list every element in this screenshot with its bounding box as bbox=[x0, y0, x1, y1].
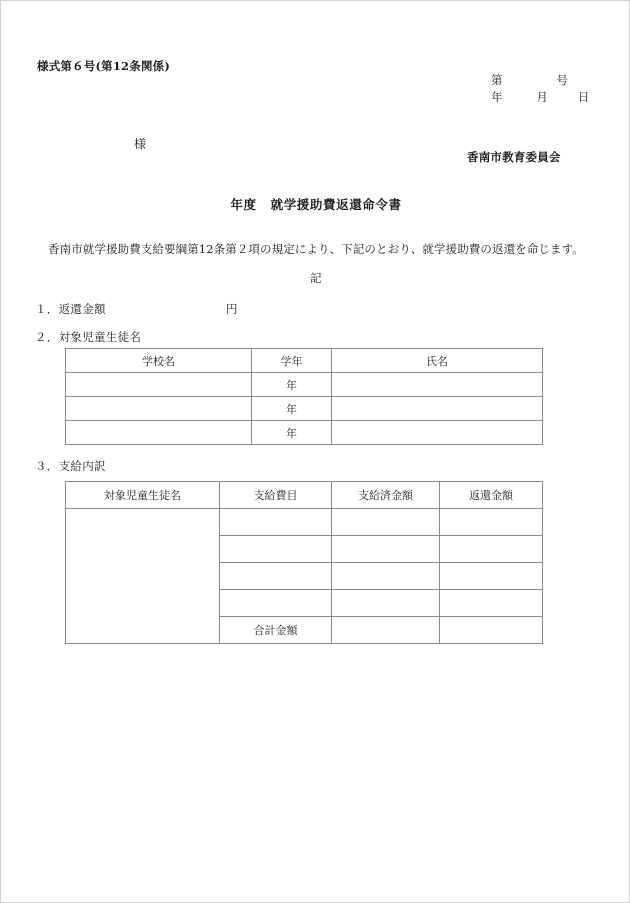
cell-total-label: 合計金額 bbox=[220, 617, 332, 644]
date-month-label: 月 bbox=[536, 90, 549, 104]
breakdown-table bbox=[65, 481, 543, 644]
column-header-paid-amount: 支給済金額 bbox=[332, 482, 440, 509]
table-row bbox=[66, 373, 543, 397]
date-year-label: 年 bbox=[491, 90, 503, 104]
cell-school[interactable] bbox=[66, 397, 252, 421]
cell-expense-item[interactable] bbox=[220, 536, 332, 563]
item-1-unit: 円 bbox=[226, 302, 238, 316]
column-header-return-amount: 返還金額 bbox=[440, 482, 543, 509]
cell-grade[interactable]: 年 bbox=[252, 373, 332, 397]
cell-name[interactable] bbox=[332, 373, 543, 397]
table-header-row bbox=[66, 482, 543, 509]
cell-paid-amount[interactable] bbox=[332, 536, 440, 563]
table-row bbox=[66, 397, 543, 421]
column-header-target-student: 対象児童生徒名 bbox=[66, 482, 220, 509]
cell-name[interactable] bbox=[332, 421, 543, 445]
cell-expense-item[interactable] bbox=[220, 509, 332, 536]
cell-paid-amount[interactable] bbox=[332, 563, 440, 590]
form-number: 様式第６号(第12条関係) bbox=[37, 59, 170, 73]
title-main: 就学援助費返還命令書 bbox=[270, 197, 402, 212]
cell-return-amount[interactable] bbox=[440, 509, 543, 536]
cell-total-paid-amount[interactable] bbox=[332, 617, 440, 644]
table-row bbox=[66, 421, 543, 445]
document-body bbox=[1, 1, 630, 903]
title-fiscal-year: 年度 bbox=[230, 197, 257, 212]
document-number-line bbox=[491, 73, 568, 87]
column-header-name: 氏名 bbox=[332, 349, 543, 373]
body-paragraph: 香南市就学援助費支給要綱第12条第２項の規定により、下記のとおり、就学援助費の返還を命じます。 bbox=[48, 242, 584, 256]
issuer-name: 香南市教育委員会 bbox=[467, 150, 561, 164]
cell-expense-item[interactable] bbox=[220, 563, 332, 590]
cell-school[interactable] bbox=[66, 421, 252, 445]
cell-return-amount[interactable] bbox=[440, 563, 543, 590]
document-date-line bbox=[491, 90, 590, 104]
document-number-prefix: 第 bbox=[491, 73, 503, 87]
cell-name[interactable] bbox=[332, 397, 543, 421]
document-number-suffix: 号 bbox=[556, 73, 569, 87]
cell-paid-amount[interactable] bbox=[332, 590, 440, 617]
item-3-label: ３．支給内訳 bbox=[35, 459, 106, 473]
cell-expense-item[interactable] bbox=[220, 590, 332, 617]
column-header-expense-item: 支給費目 bbox=[220, 482, 332, 509]
cell-grade[interactable]: 年 bbox=[252, 421, 332, 445]
page-title bbox=[1, 197, 630, 213]
column-header-school: 学校名 bbox=[66, 349, 252, 373]
date-day-label: 日 bbox=[577, 90, 590, 104]
cell-total-return-amount[interactable] bbox=[440, 617, 543, 644]
table-header-row bbox=[66, 349, 543, 373]
kiji-marker: 記 bbox=[310, 271, 322, 285]
cell-return-amount[interactable] bbox=[440, 536, 543, 563]
cell-paid-amount[interactable] bbox=[332, 509, 440, 536]
cell-grade[interactable]: 年 bbox=[252, 397, 332, 421]
cell-school[interactable] bbox=[66, 373, 252, 397]
column-header-grade: 学年 bbox=[252, 349, 332, 373]
students-table bbox=[65, 348, 543, 445]
item-2-label: ２．対象児童生徒名 bbox=[35, 330, 142, 344]
item-1-label: １．返還金額 bbox=[35, 302, 106, 316]
recipient-honorific: 様 bbox=[134, 137, 147, 151]
table-row bbox=[66, 509, 543, 536]
cell-target-student-merged[interactable] bbox=[66, 509, 220, 644]
cell-return-amount[interactable] bbox=[440, 590, 543, 617]
